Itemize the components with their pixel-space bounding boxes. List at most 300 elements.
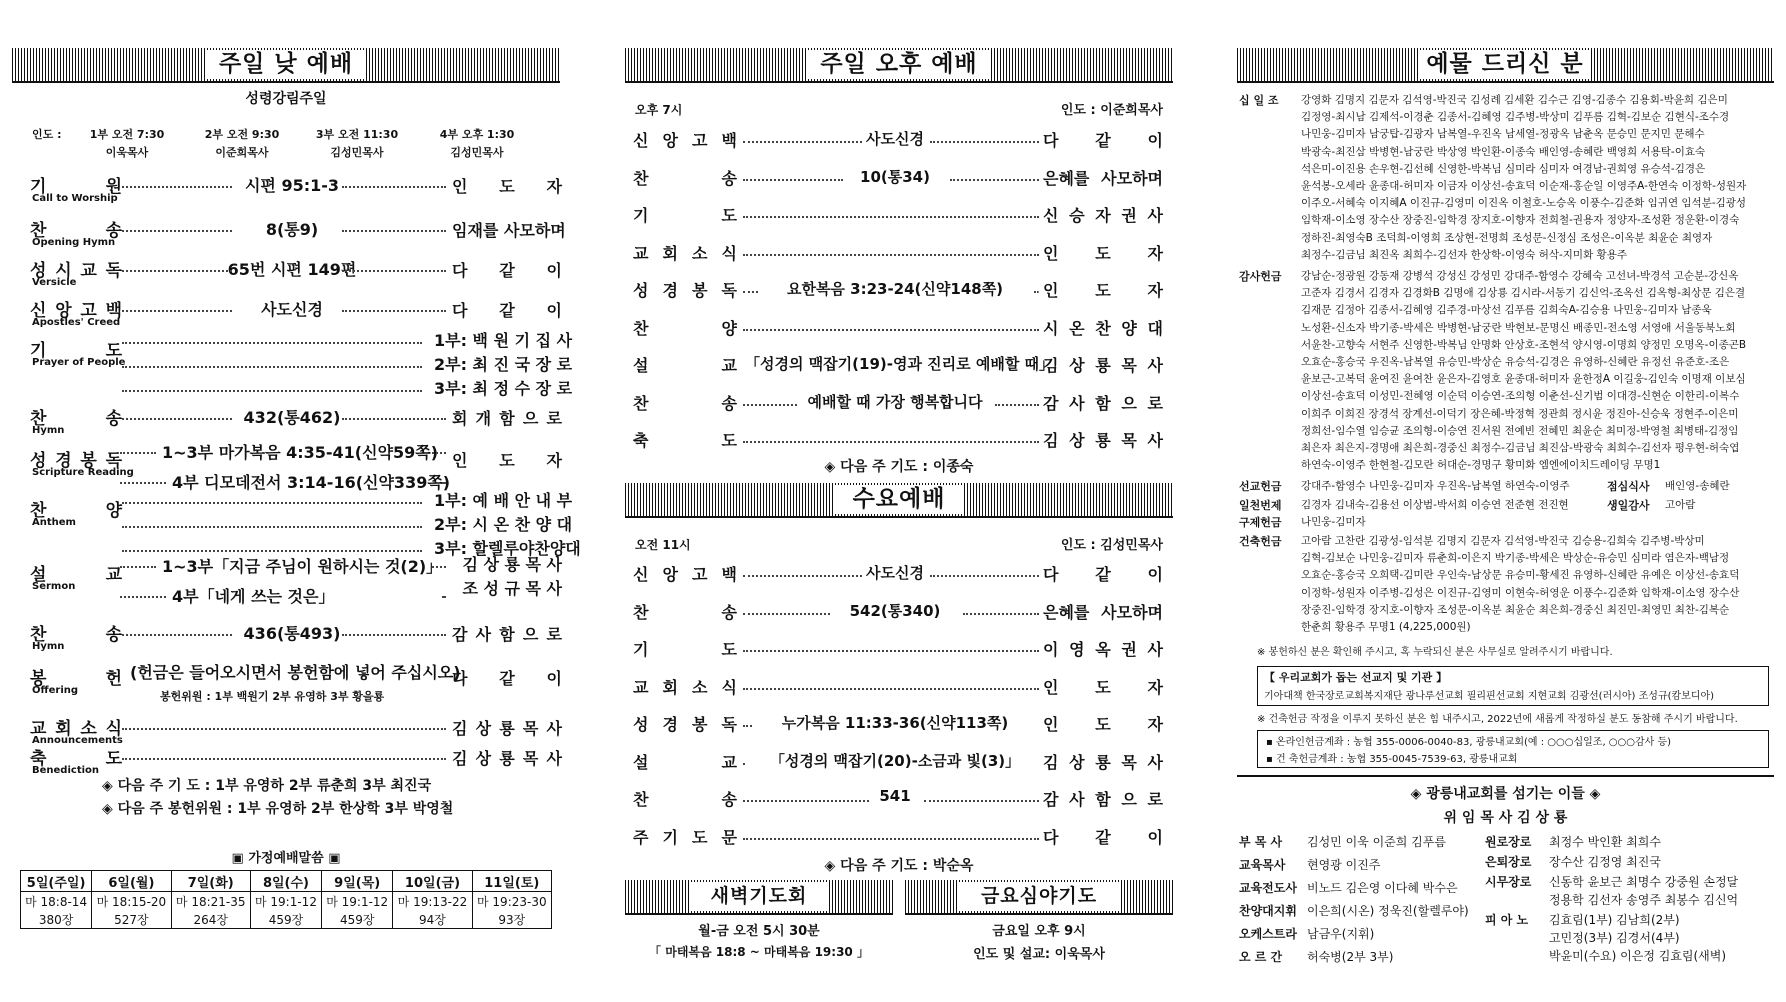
order-item-leader: 인 도 자 bbox=[452, 177, 562, 196]
name-char: 찬 bbox=[633, 318, 649, 338]
servant-names: 장수산 김정영 최진국 bbox=[1549, 855, 1661, 869]
leader-dots bbox=[122, 310, 232, 312]
order-item-en: Sermon bbox=[32, 581, 76, 592]
order-item-name bbox=[633, 166, 737, 189]
name-char: 축 bbox=[30, 749, 47, 769]
order-item-name bbox=[633, 428, 737, 451]
service-time: 4부 오후 1:30 bbox=[439, 128, 515, 141]
leader-dots bbox=[442, 596, 446, 598]
name-char: 찬 bbox=[30, 501, 47, 521]
service-leader: 이욱목사 bbox=[105, 146, 149, 159]
leader-dots bbox=[122, 418, 232, 420]
order-item-en: Hymn bbox=[32, 425, 65, 436]
name-char: 봉 bbox=[692, 281, 708, 300]
order-item-content: 사도신경 bbox=[866, 564, 924, 582]
family-day: 9일(목) bbox=[322, 871, 393, 892]
afternoon-title: 주일 오후 예배 bbox=[807, 50, 991, 79]
afternoon-time: 오후 7시 bbox=[635, 103, 683, 117]
order-item-content: 8(통9) bbox=[265, 220, 319, 239]
name-char: 경 bbox=[662, 715, 678, 734]
next-offering: ◈ 다음 주 봉헌위원 : 1부 유영하 2부 한상학 3부 박영철 bbox=[102, 801, 454, 817]
leader-dots bbox=[342, 418, 446, 420]
offering-group-name: 건축헌금 bbox=[1239, 535, 1282, 548]
account-building: ▪ 건 축헌금계좌 : 농협 355-0045-7539-63, 광릉내교회 bbox=[1266, 754, 1518, 765]
leader-dots bbox=[122, 634, 232, 636]
offering-group-name: 십 일 조 bbox=[1239, 94, 1279, 107]
servant-names: 신동학 윤보근 최명수 강중원 손정달 bbox=[1549, 875, 1739, 889]
servant-names: 김효림(1부) 김남희(2부) bbox=[1549, 913, 1680, 927]
leader-dots bbox=[743, 575, 862, 577]
name-char: 식 bbox=[721, 677, 737, 697]
servant-role: 오케스트라 bbox=[1239, 927, 1297, 941]
order-item-en: Anthem bbox=[32, 517, 76, 528]
leader-dots bbox=[743, 141, 862, 143]
offering-group-line: 이주오-서혜숙 이지혜A 이진규-김영미 이진옥 이철호-노승옥 이풍수-김준화 임귀연 임석분-김광성 bbox=[1301, 197, 1747, 210]
name-char: 교 bbox=[30, 719, 47, 739]
servant-names: 현영광 이진주 bbox=[1307, 858, 1381, 872]
order-item-name bbox=[633, 675, 737, 698]
order-item-content: 요한복음 3:23-24(신약148쪽) bbox=[786, 280, 1004, 298]
servant-names: 김성민 이욱 이준희 김푸름 bbox=[1307, 835, 1446, 849]
name-char: 기 bbox=[30, 341, 47, 361]
leader-dots bbox=[342, 186, 446, 188]
family-hymn: 264장 bbox=[171, 910, 250, 929]
leader-dots bbox=[122, 502, 422, 504]
leader-dots bbox=[743, 613, 830, 615]
order-item-name bbox=[633, 391, 737, 414]
order-item-content: 「성경의 맥잡기(20)-소금과 빛(3)」 bbox=[769, 751, 1021, 770]
leader-dots bbox=[743, 763, 745, 765]
name-char: 백 bbox=[105, 301, 122, 321]
leader-dots bbox=[122, 186, 232, 188]
offering-side-name: 점심식사 bbox=[1607, 480, 1650, 493]
name-char: 앙 bbox=[55, 301, 72, 321]
name-char: 송 bbox=[721, 602, 737, 622]
name-char: 헌 bbox=[105, 669, 122, 689]
name-char: 설 bbox=[30, 565, 47, 585]
order-item-en: Scripture Reading bbox=[32, 467, 134, 478]
order-item-leader: 김 상 룡 목 사 bbox=[462, 555, 562, 574]
name-char: 소 bbox=[692, 677, 708, 697]
leader-dots bbox=[342, 270, 446, 272]
leader-dots bbox=[963, 613, 1040, 615]
offering-committee: 봉헌위원 : 1부 백원기 2부 유영하 3부 황을룡 bbox=[160, 690, 385, 703]
name-char: 도 bbox=[105, 341, 122, 361]
offering-group-name: 구제헌금 bbox=[1239, 516, 1282, 529]
order-item-leader: 인 도 자 bbox=[1043, 243, 1163, 263]
order-item-leader: 인 도 자 bbox=[452, 451, 562, 470]
leader-dots bbox=[120, 596, 166, 598]
order-item-leader: 인 도 자 bbox=[1043, 715, 1163, 734]
service-time: 3부 오전 11:30 bbox=[315, 128, 399, 141]
servant-role: 원로장로 bbox=[1485, 835, 1532, 849]
leader-dots bbox=[122, 230, 232, 232]
offering-side-text: 고아람 bbox=[1665, 499, 1696, 511]
leader-dots bbox=[995, 404, 1039, 406]
servant-role: 시무장로 bbox=[1485, 875, 1532, 889]
order-item-name bbox=[633, 241, 737, 264]
service-leader: 김성민목사 bbox=[450, 146, 504, 159]
wednesday-title: 수요예배 bbox=[835, 485, 963, 514]
sunday-title-bar bbox=[12, 48, 560, 81]
name-char: 문 bbox=[721, 827, 737, 847]
offering-group-line: 이정학-성원자 이주병-김성은 이진규-김영미 이현숙-허영운 이풍수-김준화 임학재-이소영 장수산 bbox=[1301, 586, 1740, 599]
name-char: 양 bbox=[105, 501, 122, 521]
order-item-content: 4부 디모데전서 3:14-16(신약339쪽) bbox=[172, 473, 451, 492]
family-hymn: 94장 bbox=[393, 910, 472, 929]
leader-dots bbox=[122, 728, 446, 730]
offering-group-line: 강대주-함영수 나민웅-김미자 우진옥-남복열 하연숙-이영주 bbox=[1301, 480, 1570, 492]
leader-dots bbox=[442, 482, 446, 484]
family-ref: 마 18:21-35 bbox=[171, 892, 250, 911]
name-char: 교 bbox=[105, 565, 122, 585]
order-item-leader: 조 성 규 목 사 bbox=[462, 579, 562, 598]
leader-dots bbox=[342, 230, 446, 232]
service-leader: 이준희목사 bbox=[215, 146, 269, 159]
family-hymn: 380장 bbox=[21, 910, 92, 929]
name-char: 봉 bbox=[692, 715, 708, 734]
family-ref: 마 18:15-20 bbox=[92, 892, 171, 911]
order-item-content: 예배할 때 가장 행복합니다 bbox=[807, 392, 983, 411]
name-char: 찬 bbox=[30, 221, 47, 241]
friday-title: 금요심야기도 bbox=[959, 882, 1119, 911]
order-item-content: 누가복음 11:33-36(신약113쪽) bbox=[781, 714, 1009, 732]
order-item-content: (헌금은 들어오시면서 봉헌함에 넣어 주십시오) bbox=[130, 663, 461, 682]
order-item-leader: 3부: 최 정 수 장 로 bbox=[434, 379, 573, 398]
friday-title-bar bbox=[905, 880, 1173, 913]
servant-names: 이은희(시온) 정욱진(할렐루야) bbox=[1307, 904, 1469, 918]
family-ref: 마 19:23-30 bbox=[472, 892, 551, 911]
senior-pastor: 위 임 목 사 김 상 룡 bbox=[1443, 810, 1568, 826]
servant-role: 교육목사 bbox=[1239, 858, 1286, 872]
service-time: 1부 오전 7:30 bbox=[89, 128, 165, 141]
name-char: 신 bbox=[30, 301, 47, 321]
name-char: 도 bbox=[721, 640, 737, 659]
friday-time: 금요일 오후 9시 bbox=[992, 924, 1086, 939]
offering-group-line: 강영화 김명지 김문자 김석영-박진국 김성례 김세환 김수근 김영-김종수 김용회-박윤희 김은미 bbox=[1301, 94, 1728, 106]
mission-box bbox=[1257, 666, 1769, 706]
name-char: 송 bbox=[105, 409, 122, 429]
order-item-content: 사도신경 bbox=[866, 130, 924, 148]
order-item-leader: 1부: 백 원 기 집 사 bbox=[434, 331, 573, 350]
order-item-leader: 인 도 자 bbox=[1043, 677, 1163, 697]
order-item-en: Benediction bbox=[32, 765, 100, 776]
order-item-leader: 감 사 함 으 로 bbox=[1043, 790, 1163, 809]
name-char: 송 bbox=[721, 790, 737, 809]
order-item-name bbox=[633, 787, 737, 810]
leader-dots bbox=[743, 838, 1039, 840]
leader-dots bbox=[1034, 291, 1039, 293]
order-item-name bbox=[633, 712, 737, 735]
order-item-leader: 다 같 이 bbox=[452, 301, 562, 320]
leader-dots bbox=[342, 310, 446, 312]
name-char: 경 bbox=[55, 451, 72, 471]
offering-group-line: 김정영-최시남 김제석-이경춘 김종서-김혜영 김주병-박상미 김푸름 김혁-김보순 김현식-조수경 bbox=[1301, 111, 1730, 124]
order-item-leader: 김 상 룡 목 사 bbox=[1043, 431, 1163, 450]
offering-group-line: 김혁-김보순 나민웅-김미자 류춘희-이은지 박기종-박세은 박상순-유승민 심미라 염은자-백남정 bbox=[1301, 552, 1730, 565]
name-char: 성 bbox=[633, 281, 649, 300]
order-item-content: 10(통34) bbox=[860, 167, 930, 186]
account-online: ▪ 온라인헌금계좌 : 농협 355-0006-0040-83, 광릉내교회(예 : ○○○십일조, ○○○감사 등) bbox=[1266, 737, 1672, 748]
order-item-leader: 인 도 자 bbox=[1043, 281, 1163, 300]
afternoon-title-bar bbox=[625, 48, 1173, 81]
leader-dots bbox=[342, 634, 446, 636]
servant-names: 정용학 김선자 송영주 최봉수 김신억 bbox=[1549, 893, 1739, 907]
name-char: 식 bbox=[721, 243, 737, 263]
name-char: 송 bbox=[721, 168, 737, 188]
offering-group-line: 최은자 최은지-경명애 최은희-경중신 최정수-김금님 최진삼-박광숙 최희수-김선자 평우현-허숙엽 bbox=[1301, 442, 1740, 454]
offering-group-name: 감사헌금 bbox=[1239, 270, 1282, 283]
order-item-name bbox=[633, 750, 737, 773]
name-char: 기 bbox=[30, 177, 47, 197]
order-item-leader: 다 같 이 bbox=[452, 261, 562, 280]
name-char: 고 bbox=[692, 565, 708, 584]
offering-group-line: 오효순-홍승국 오희택-김미란 우인숙-남상문 유승미-황세진 유영하-신혜란 유예은 이상선-송효덕 bbox=[1301, 569, 1740, 582]
leader-dots bbox=[122, 526, 422, 528]
leader-dots bbox=[930, 575, 1039, 577]
offering-group-line: 정하진-최영숙B 조덕희-이영희 조상현-전명희 조성문-신정심 조성은-이옥분 최윤순 최영자 bbox=[1301, 231, 1713, 244]
name-char: 주 bbox=[633, 827, 649, 847]
offering-group-line: 임학재-이소영 장수산 장중진-임학경 장지호-이향자 전희철-권용자 정양자-조성환 정운환-이경숙 bbox=[1301, 214, 1740, 227]
name-char: 찬 bbox=[30, 625, 47, 645]
name-char: 찬 bbox=[633, 790, 649, 809]
name-char: 축 bbox=[633, 431, 649, 450]
name-char: 백 bbox=[721, 565, 737, 584]
leader-label: 인도 : bbox=[32, 128, 62, 141]
servant-names: 비노드 김은영 이다혜 박수은 bbox=[1307, 881, 1458, 895]
order-item-leader: 다 같 이 bbox=[1043, 827, 1163, 847]
wednesday-title-bar bbox=[625, 483, 1173, 516]
leader-dots bbox=[743, 688, 1039, 690]
name-char: 양 bbox=[721, 318, 737, 338]
name-char: 봉 bbox=[30, 669, 47, 689]
name-char: 성 bbox=[633, 715, 649, 734]
order-item-name bbox=[633, 203, 737, 226]
family-hymn: 93장 bbox=[472, 910, 551, 929]
name-char: 식 bbox=[105, 719, 122, 739]
servant-names: 남금우(지휘) bbox=[1307, 927, 1375, 941]
offering-group-line: 이희주 이희진 장경석 장계선-이덕기 장은혜-박정혁 정관희 정시윤 정진아-신승욱 정현주-이은미 bbox=[1301, 407, 1739, 420]
leader-dots bbox=[743, 179, 843, 181]
name-char: 찬 bbox=[30, 409, 47, 429]
leader-dots bbox=[743, 254, 1039, 256]
offering-group-line: 석은미-이진용 손우현-김선혜 신영한-박복님 심미라 심미자 여경남-권희영 유승석-김경은 bbox=[1301, 162, 1706, 175]
order-item-en: Versicle bbox=[32, 277, 77, 288]
offering-group-name: 일천번제 bbox=[1239, 499, 1282, 512]
order-item-leader: 3부: 할렐루야찬양대 bbox=[434, 539, 581, 558]
order-item-leader: 감 사 함 으 로 bbox=[452, 625, 562, 644]
family-hymn: 527장 bbox=[92, 910, 171, 929]
order-item-content: 65번 시편 149편 bbox=[227, 260, 357, 279]
name-char: 회 bbox=[55, 719, 72, 739]
sunday-title: 주일 낮 예배 bbox=[206, 50, 366, 79]
order-item-content: 541 bbox=[879, 787, 911, 805]
name-char: 찬 bbox=[633, 168, 649, 188]
leader-dots bbox=[924, 800, 1040, 802]
order-item-leader: 김 상 룡 목 사 bbox=[1043, 356, 1163, 375]
leader-dots bbox=[120, 482, 166, 484]
name-char: 신 bbox=[633, 131, 649, 150]
leader-dots bbox=[120, 452, 156, 454]
leader-dots bbox=[122, 550, 422, 552]
order-item-name bbox=[633, 825, 737, 848]
name-char: 신 bbox=[633, 565, 649, 584]
offering-group-line: 최정수-김금님 최진옥 최희수-김선자 한상학-이영숙 허삭-지미화 황용주 bbox=[1301, 248, 1627, 261]
leader-dots bbox=[122, 270, 232, 272]
order-item-en: Announcements bbox=[32, 735, 123, 746]
order-item-leader: 이 영 옥 권 사 bbox=[1043, 640, 1163, 659]
offering-group-line: 노성환-신소자 박기종-박세은 박병현-남궁란 박현보-문명신 배종민-전소영 서영애 서울동북노회 bbox=[1301, 321, 1736, 334]
name-char: 고 bbox=[692, 131, 708, 150]
order-item-leader: 다 같 이 bbox=[1043, 131, 1163, 150]
wednesday-leader: 인도 : 김성민목사 bbox=[1060, 538, 1163, 553]
name-char: 도 bbox=[692, 827, 708, 847]
servant-names: 고민정(3부) 김경서(4부) bbox=[1549, 931, 1680, 945]
offering-group-line: 정희선-임수열 임승균 조의형-이승연 진서원 전예빈 전혜민 최윤순 최미정-박영철 최병태-김정임 bbox=[1301, 424, 1739, 437]
order-item-leader: 다 같 이 bbox=[452, 669, 562, 688]
offering-notice: ※ 봉헌하신 분은 확인해 주시고, 혹 누락되신 분은 사무실로 알려주시기 바랍니다. bbox=[1257, 647, 1613, 658]
order-item-content: 542(통340) bbox=[849, 601, 941, 620]
order-item-en: Call to Worship bbox=[32, 193, 118, 204]
name-char: 회 bbox=[662, 677, 678, 697]
name-char: 성 bbox=[30, 451, 47, 471]
order-item-en: Apostles' Creed bbox=[32, 317, 121, 328]
name-char: 회 bbox=[662, 243, 678, 263]
order-item-en: Opening Hymn bbox=[32, 237, 116, 248]
name-char: 원 bbox=[105, 177, 122, 197]
order-item-leader: 다 같 이 bbox=[1043, 565, 1163, 584]
order-item-leader: 은혜를 사모하며 bbox=[1043, 602, 1163, 622]
name-char: 앙 bbox=[662, 131, 678, 150]
service-leader: 김성민목사 bbox=[330, 146, 384, 159]
name-char: 독 bbox=[721, 715, 737, 734]
wednesday-time: 오전 11시 bbox=[635, 538, 691, 552]
offering-group-line: 김재문 김정아 김종서-김혜영 김주경-마상선 김푸름 김희숙A-김승용 나민웅-김미자 남종욱 bbox=[1301, 304, 1712, 317]
family-worship-title: ▣ 가정예배말씀 ▣ bbox=[231, 851, 341, 866]
leader-dots bbox=[743, 441, 1039, 443]
divider bbox=[1237, 775, 1774, 777]
order-item-leader: 김 상 룡 목 사 bbox=[1043, 752, 1163, 772]
servant-names: 최정수 박인환 최희수 bbox=[1549, 835, 1661, 849]
offering-group-line: 김경자 김내숙-김용선 이상범-박서희 이승연 전준현 전진현 bbox=[1301, 499, 1569, 511]
offerings-title: 예물 드리신 분 bbox=[1419, 50, 1591, 79]
leader-dots bbox=[743, 329, 1039, 331]
family-day: 10일(금) bbox=[393, 871, 472, 892]
leader-dots bbox=[122, 342, 422, 344]
leader-dots bbox=[950, 179, 1040, 181]
mission-text: 기아대책 한국장로교회복지재단 광나루선교회 필리핀선교회 지현교회 김광선(러시아) 조성규(캄보디아) bbox=[1264, 691, 1715, 702]
order-item-name bbox=[633, 562, 737, 585]
name-char: 기 bbox=[633, 206, 649, 225]
dawn-title: 새벽기도회 bbox=[689, 882, 829, 911]
leader-dots bbox=[743, 725, 752, 727]
name-char: 독 bbox=[721, 281, 737, 300]
next-prayer: ◈ 다음 주 기 도 : 1부 유영하 2부 류춘희 3부 최진국 bbox=[102, 778, 432, 794]
dawn-title-bar bbox=[625, 880, 893, 913]
offering-group-line: 이상선-송효덕 이성민-전혜영 이순덕 이승연-조의형 이춘선-신기범 이대경-신현순 이한리-이복수 bbox=[1301, 390, 1740, 403]
family-day: 7일(화) bbox=[171, 871, 250, 892]
wednesday-next-prayer: ◈ 다음 주 기도 : 박순옥 bbox=[824, 858, 974, 874]
order-item-name bbox=[633, 353, 737, 376]
family-ref: 마 19:13-22 bbox=[393, 892, 472, 911]
leader-dots bbox=[432, 452, 446, 454]
name-char: 교 bbox=[721, 356, 737, 375]
offering-group-line: 나민웅-김미자 남궁탑-김광자 남복열-우진옥 남세열-정광옥 남춘옥 문승민 문지민 문해수 bbox=[1301, 128, 1705, 141]
order-item-leader: 감 사 함 으 로 bbox=[1043, 393, 1163, 413]
order-item-name bbox=[633, 278, 737, 301]
offering-group-line: 고아람 고찬란 김광성-임석분 김명지 김문자 김석영-박진국 김승용-김희숙 김주병-박상미 bbox=[1301, 535, 1705, 547]
leader-dots bbox=[120, 566, 156, 568]
name-char: 찬 bbox=[633, 602, 649, 622]
order-item-leader: 신 승 자 권 사 bbox=[1043, 206, 1163, 225]
offering-group-line: 하연숙-이영주 한현철-김모란 허대순-경명구 황미화 엠엔에이치드레이딩 무명1 bbox=[1301, 459, 1661, 472]
name-char: 소 bbox=[692, 243, 708, 263]
servant-role: 교육전도사 bbox=[1239, 881, 1297, 895]
order-item-content: 1~3부 마가복음 4:35-41(신약59쪽) bbox=[162, 443, 439, 462]
offering-group-line: 윤석봉-오세라 윤종대-허미자 이금자 이상선-송효덕 이순재-홍순일 이영주A-한연숙 이정학-성원자 bbox=[1301, 180, 1747, 192]
order-item-content: 436(통493) bbox=[243, 624, 341, 643]
afternoon-leader: 인도 : 이준희목사 bbox=[1060, 103, 1163, 118]
family-day: 8일(수) bbox=[250, 871, 321, 892]
order-item-leader: 김 상 룡 목 사 bbox=[452, 749, 562, 768]
order-item-leader: 회 개 함 으 로 bbox=[452, 409, 562, 428]
family-ref: 마 19:1-12 bbox=[250, 892, 321, 911]
order-item-leader: 임재를 사모하며 bbox=[452, 221, 566, 240]
family-day: 6일(월) bbox=[92, 871, 171, 892]
order-item-name bbox=[633, 316, 737, 339]
servant-role: 피 아 노 bbox=[1485, 913, 1529, 927]
name-char: 독 bbox=[105, 261, 122, 281]
order-item-leader: 시 온 찬 양 대 bbox=[1043, 318, 1163, 338]
accounts-box bbox=[1257, 730, 1769, 768]
offering-group-line: 윤보근-고복덕 윤여진 윤여찬 윤은자-김영호 윤종대-허미자 윤한정A 이길웅-김인숙 이명재 이보심 bbox=[1301, 373, 1746, 386]
leader-dots bbox=[122, 758, 446, 760]
offering-group-line: 장중진-임학경 장지호-이향자 조성문-이옥분 최윤순 최은희-경중신 최진민-최영민 최찬-김복순 bbox=[1301, 603, 1730, 616]
servant-role: 부 목 사 bbox=[1239, 835, 1283, 849]
family-hymn: 459장 bbox=[322, 910, 393, 929]
leader-dots bbox=[743, 404, 797, 406]
servant-names: 허숙병(2부 3부) bbox=[1307, 950, 1394, 964]
offering-side-text: 배인영-송혜란 bbox=[1665, 480, 1730, 492]
order-item-name bbox=[633, 637, 737, 660]
name-char: 봉 bbox=[80, 451, 97, 471]
family-hymn: 459장 bbox=[250, 910, 321, 929]
order-item-content: 시편 95:1-3 bbox=[244, 176, 340, 195]
order-item-leader: 김 상 룡 목 사 bbox=[452, 719, 562, 738]
offering-group-line: 서윤찬-고향숙 서현주 신영한-박복님 안명화 안상호-조현석 양시영-이명희 양정민 오명옥-이종곤B bbox=[1301, 338, 1747, 351]
order-item-en: Prayer of People bbox=[32, 357, 126, 368]
sunday-subtitle: 성령강림주일 bbox=[245, 91, 327, 107]
name-char: 성 bbox=[30, 261, 47, 281]
leader-dots bbox=[743, 291, 758, 293]
family-ref: 마 19:1-12 bbox=[322, 892, 393, 911]
name-char: 백 bbox=[721, 131, 737, 150]
name-char: 도 bbox=[105, 749, 122, 769]
name-char: 송 bbox=[105, 625, 122, 645]
leader-dots bbox=[122, 390, 422, 392]
order-item-name bbox=[633, 600, 737, 623]
order-item-leader: 은혜를 사모하며 bbox=[1043, 168, 1163, 188]
family-day: 5일(주일) bbox=[21, 871, 92, 892]
leader-dots bbox=[743, 216, 1039, 218]
family-worship-table bbox=[20, 870, 552, 929]
order-item-content: 사도신경 bbox=[261, 300, 323, 319]
name-char: 교 bbox=[721, 752, 737, 772]
order-item-leader: 2부: 시 온 찬 양 대 bbox=[434, 515, 573, 534]
name-char: 경 bbox=[662, 281, 678, 300]
leader-dots bbox=[743, 800, 869, 802]
leader-dots bbox=[122, 366, 422, 368]
